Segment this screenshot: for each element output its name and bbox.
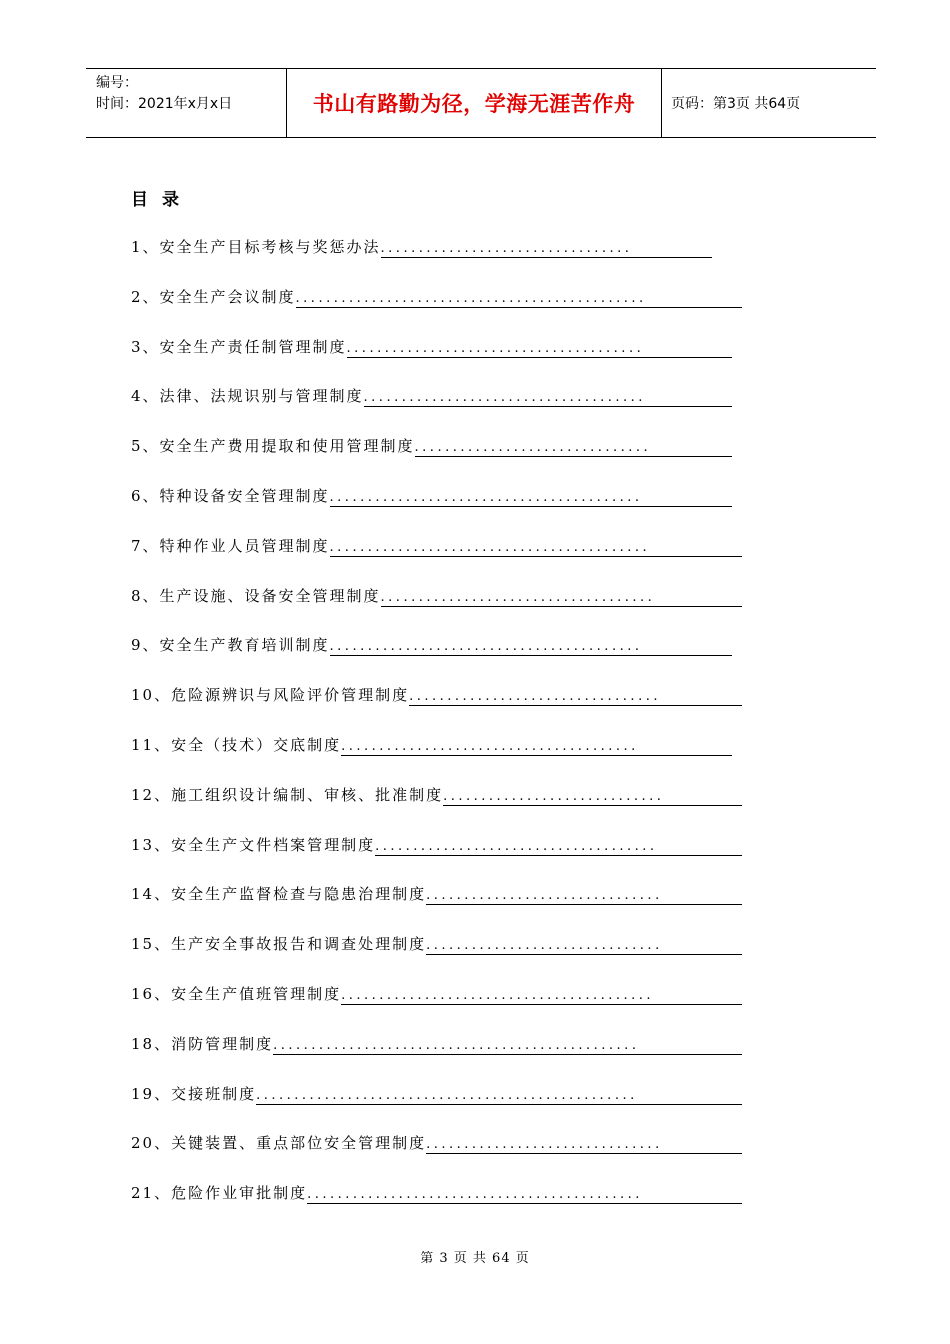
toc-row — [131, 784, 742, 806]
toc-dot-leader: ................................................ — [273, 1037, 742, 1055]
toc-dot-leader: .............................................. — [296, 290, 742, 308]
toc-dot-leader: ....................................... — [347, 340, 732, 358]
toc-item[interactable] — [131, 282, 751, 332]
toc-item-label: 2、安全生产会议制度 — [131, 287, 296, 306]
toc-item[interactable] — [131, 780, 751, 830]
toc-item-label: 7、特种作业人员管理制度 — [131, 536, 330, 555]
header-page-number: 页码：第3页 共64页 — [671, 96, 801, 112]
toc-item-label: 6、特种设备安全管理制度 — [131, 486, 330, 505]
toc-item[interactable] — [131, 1178, 751, 1228]
toc-row — [131, 585, 742, 607]
toc-item[interactable] — [131, 929, 751, 979]
document-number-label: 编号： — [96, 75, 138, 91]
toc-item[interactable] — [131, 581, 751, 631]
toc-item-label: 5、安全生产费用提取和使用管理制度 — [131, 437, 415, 456]
toc-list — [131, 232, 751, 1228]
toc-row — [131, 734, 732, 756]
toc-row — [131, 634, 732, 656]
page-header — [86, 68, 876, 138]
toc-row — [131, 336, 732, 358]
toc-item-label: 14、安全生产监督检查与隐患治理制度 — [131, 885, 427, 904]
toc-row — [131, 1182, 742, 1204]
toc-item[interactable] — [131, 381, 751, 431]
toc-dot-leader: ............................... — [426, 1136, 742, 1154]
toc-dot-leader: ............................... — [415, 439, 732, 457]
toc-item[interactable] — [131, 1128, 751, 1178]
toc-dot-leader: ............................... — [426, 937, 742, 955]
toc-item-label: 20、关键装置、重点部位安全管理制度 — [131, 1134, 427, 1153]
toc-dot-leader: ....................................... — [341, 738, 732, 756]
toc-item-label: 19、交接班制度 — [131, 1084, 257, 1103]
toc-item-label: 13、安全生产文件档案管理制度 — [131, 835, 376, 854]
toc-item[interactable] — [131, 481, 751, 531]
toc-item-label: 21、危险作业审批制度 — [131, 1184, 308, 1203]
toc-item[interactable] — [131, 830, 751, 880]
toc-item[interactable] — [131, 879, 751, 929]
toc-row — [131, 385, 732, 407]
toc-item[interactable] — [131, 730, 751, 780]
toc-item-label: 10、危险源辨识与风险评价管理制度 — [131, 686, 410, 705]
toc-row — [131, 883, 742, 905]
toc-item[interactable] — [131, 630, 751, 680]
toc-item-label: 3、安全生产责任制管理制度 — [131, 337, 347, 356]
toc-row — [131, 236, 712, 258]
toc-row — [131, 435, 732, 457]
toc-item[interactable] — [131, 1079, 751, 1129]
toc-item[interactable] — [131, 232, 751, 282]
toc-item[interactable] — [131, 1029, 751, 1079]
toc-row — [131, 286, 742, 308]
toc-item[interactable] — [131, 680, 751, 730]
toc-item-label: 15、生产安全事故报告和调查处理制度 — [131, 935, 427, 954]
toc-row — [131, 1083, 742, 1105]
toc-dot-leader: ................................. — [409, 688, 742, 706]
toc-item-label: 8、生产设施、设备安全管理制度 — [131, 586, 381, 605]
toc-dot-leader: ............................... — [426, 887, 742, 905]
toc-row — [131, 983, 742, 1005]
toc-item[interactable] — [131, 531, 751, 581]
toc-item[interactable] — [131, 979, 751, 1029]
toc-row — [131, 535, 742, 557]
toc-row — [131, 933, 742, 955]
toc-row — [131, 1132, 742, 1154]
toc-dot-leader: .................................................. — [256, 1087, 742, 1105]
toc-row — [131, 684, 742, 706]
toc-title: 目录 — [131, 190, 193, 210]
header-meta — [86, 69, 286, 137]
toc-dot-leader: .......................................... — [330, 539, 742, 557]
document-time-label: 时间：2021年x月x日 — [96, 96, 233, 112]
toc-item-label: 11、安全（技术）交底制度 — [131, 735, 342, 754]
toc-item[interactable] — [131, 332, 751, 382]
toc-dot-leader: ..................................... — [364, 389, 732, 407]
toc-dot-leader: ............................................ — [307, 1186, 742, 1204]
toc-item-label: 4、法律、法规识别与管理制度 — [131, 387, 364, 406]
toc-item-label: 18、消防管理制度 — [131, 1034, 274, 1053]
toc-item-label: 1、安全生产目标考核与奖惩办法 — [131, 238, 381, 256]
toc-item-label: 9、安全生产教育培训制度 — [131, 636, 330, 655]
toc-item[interactable] — [131, 431, 751, 481]
toc-item-label: 16、安全生产值班管理制度 — [131, 984, 342, 1003]
toc-dot-leader: ......................................... — [341, 987, 742, 1005]
toc-dot-leader: ............................. — [443, 788, 742, 806]
toc-dot-leader: ......................................... — [330, 489, 732, 507]
toc-dot-leader: .................................... — [381, 589, 742, 607]
toc-row — [131, 485, 732, 507]
toc-dot-leader: ..................................... — [375, 838, 742, 856]
toc-row — [131, 834, 742, 856]
toc-row — [131, 1033, 742, 1055]
header-slogan: 书山有路勤为径，学海无涯苦作舟 — [286, 69, 662, 137]
page-footer: 第 3 页 共 64 页 — [420, 1251, 530, 1266]
toc-dot-leader: ................................. — [381, 240, 712, 258]
toc-dot-leader: ......................................... — [330, 638, 732, 656]
toc-item-label: 12、施工组织设计编制、审核、批准制度 — [131, 785, 444, 804]
